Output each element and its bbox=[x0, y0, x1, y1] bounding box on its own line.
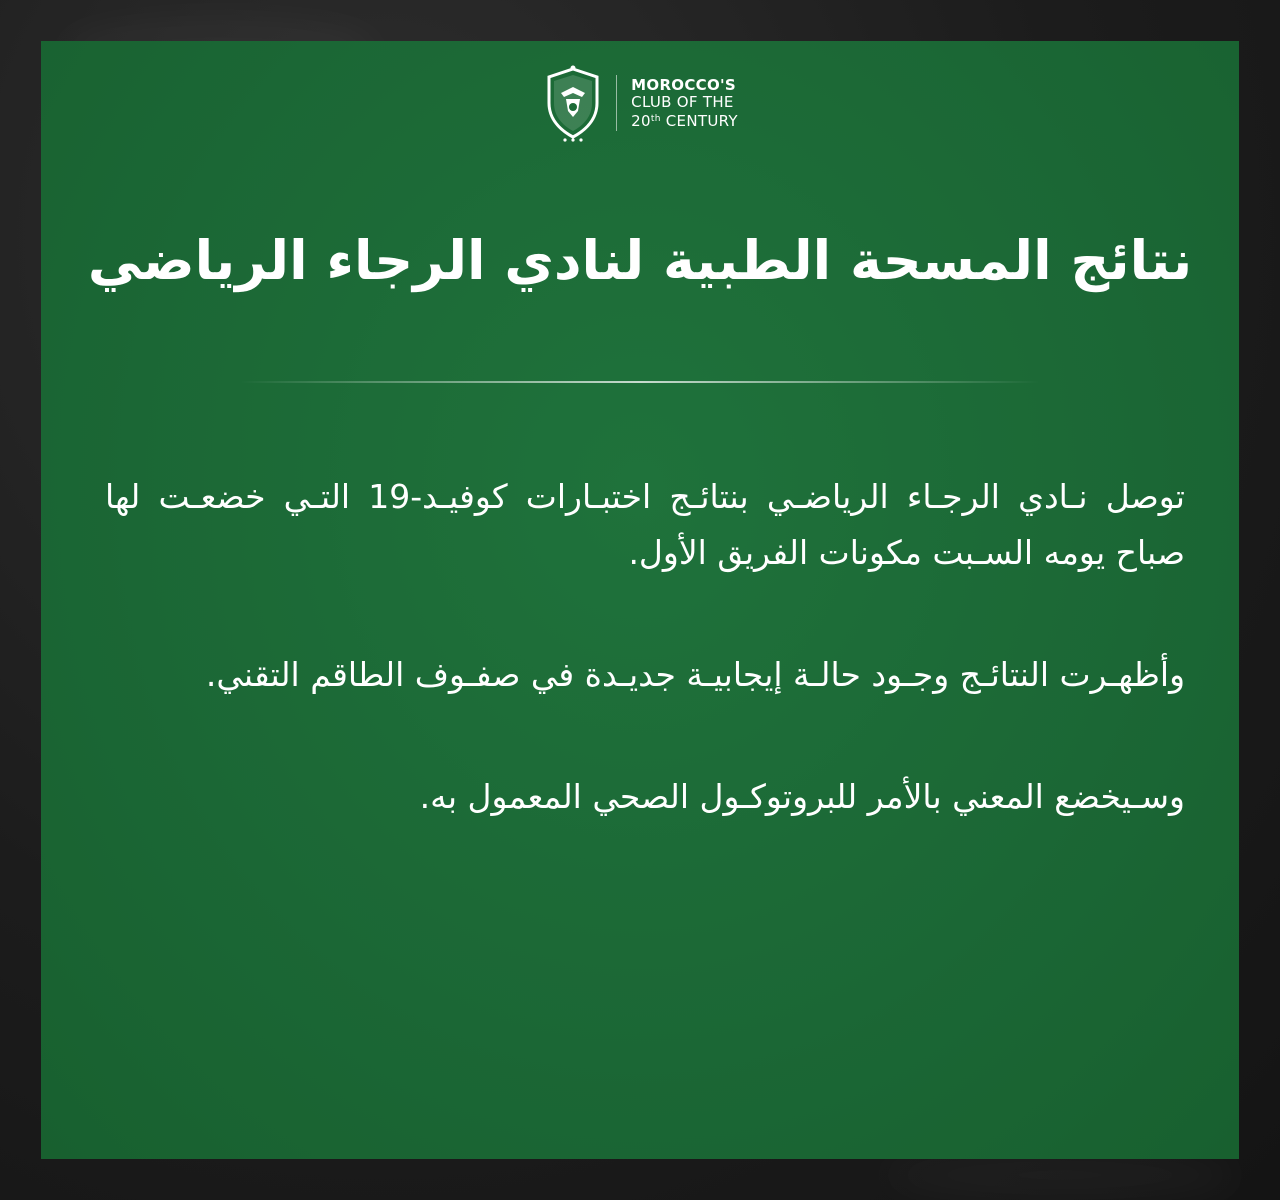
body-paragraph-1: توصل نـادي الرجـاء الرياضـي بنتائـج اختبـارات كوفيـد-19 التـي خضعـت لها صباح يومه السـبت مكونات الفريق الأول. bbox=[105, 477, 1185, 572]
tagline-century-suffix: th bbox=[650, 113, 661, 124]
body-paragraph-2: وأظهـرت النتائـج وجـود حالـة إيجابيـة جديـدة في صفـوف الطاقم التقني. bbox=[205, 655, 1185, 694]
tagline-line-1: MOROCCO'S bbox=[631, 75, 737, 94]
announcement-title: نتائج المسحة الطبية لنادي الرجاء الرياضي bbox=[87, 229, 1193, 292]
announcement-body bbox=[105, 469, 1185, 891]
tagline-century-word: CENTURY bbox=[665, 111, 738, 130]
club-logo-lockup bbox=[41, 63, 1239, 143]
announcement-card bbox=[41, 41, 1239, 1159]
title-divider bbox=[240, 381, 1040, 383]
club-tagline bbox=[631, 77, 738, 130]
logo-divider bbox=[616, 75, 617, 131]
tagline-line-3 bbox=[631, 111, 738, 130]
tagline-line-2: CLUB OF THE bbox=[631, 92, 734, 111]
club-crest-icon bbox=[542, 63, 604, 143]
tagline-century-number: 20 bbox=[631, 111, 651, 130]
body-paragraph-3: وسـيخضع المعني بالأمر للبروتوكـول الصحي المعمول به. bbox=[419, 777, 1185, 816]
